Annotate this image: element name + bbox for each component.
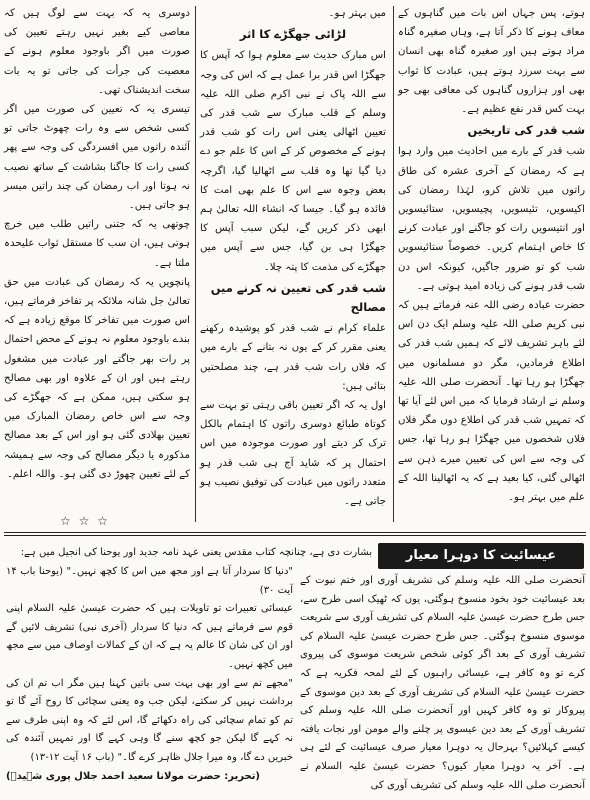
- left-para-2: تیسری یہ کہ تعیین کی صورت میں اگر کسی شخص سے وہ رات چھوٹ جاتی تو آئندہ راتوں میں افسردگی کی وجہ سے پھر کسی رات کا جاگنا بشاشت کے ساتھ نصیب نہ ہوتا اور اب رمضان کی چند راتیں میسر ہو جاتی ہیں۔: [4, 104, 190, 212]
- left-para-1: دوسری یہ کہ بہت سے لوگ ہیں کہ معاصی کیے بغیر نہیں رہتے تعیین کی صورت میں اگر باوجود معلوم ہونے کے معصیت کی جرأت کی جاتی تو یہ بات سخت اندیشناک تھی۔: [4, 8, 190, 96]
- middle-column: [200, 4, 386, 511]
- left-para-4: پانچویں یہ کہ رمضان کی عبادت میں حق تعالیٰ جل شانہ ملائکہ پر تفاخر فرماتے ہیں، اس صورت میں تفاخر کا موقع زیادہ ہے کہ بندے باوجود معلوم نہ ہونے کے محض احتمال پر رات بھر جاگتے اور عبادت میں مشغول رہتے ہیں اور ان کے علاوہ اور بھی مصالح ہو سکتی ہیں، ممکن ہے کہ جھگڑے کی وجہ سے اس خاص رمضان المبارک میں تعیین بھلادی گئی ہو اور اس کے بعد مصالح مذکورہ یا دیگر مصالح کی وجہ سے ہمیشہ کے لئے تعیین چھوڑ دی گئی ہو۔ واللہ اعلم۔: [4, 276, 190, 480]
- right-para-1: ہوتے، پس جہاں اس بات میں گناہوں کے معاف ہونے کا ذکر آتا ہے، وہاں صغیرہ گناہ مراد ہوتے ہیں اور صغیرہ گناہ بھی انسان سے بہت سرزد ہوتے ہیں، عبادت کا ثواب بھی اور ہزاروں گناہوں کی معافی بھی جو بہت کس قدر نفع عظیم ہے۔: [398, 8, 585, 116]
- left-para-3: چوتھی یہ کہ جتنی راتیں طلب میں خرچ ہوتی ہیں، ان سب کا مستقل ثواب علیحدہ ملتا ہے۔: [4, 219, 190, 269]
- section-end-stars: ☆ ☆ ☆: [60, 514, 110, 528]
- author-credit: (تحریر: حضرت مولانا سعید احمد جلال پوری شہیدؒ): [6, 770, 260, 782]
- quote-1: "دنیا کا سردار آتا ہے اور مجھ میں اس کا کچھ نہیں۔" (یوحنا باب ۱۴ آیت ۳۰): [6, 566, 293, 596]
- right-para-2: شب قدر کے بارے میں احادیث میں وارد ہوا ہے کہ رمضان کے آخری عشرہ کی طاق راتوں میں تلاش کرو، لہٰذا رمضان کی اکیسویں، تئیسویں، پچیسویں، ستائیسویں اور انتیسویں رات کو جاگنے اور عبادت کرنے کا خاص اہتمام کریں۔ خصوصاً ستائیسویں شب کو تو ضرور جاگیں، کیونکہ اس دن شب قدر ہونے کی زیادہ امید ہوتی ہے۔: [398, 146, 585, 292]
- left-column: [4, 4, 190, 484]
- section-divider: [4, 535, 586, 536]
- heading-quarrel-effect: لڑائی جھگڑے کا اثر: [239, 27, 347, 42]
- bottom-intro: بشارت دی ہے، چنانچہ کتاب مقدس یعنی عہد نامہ جدید اور یوحنا کی انجیل میں ہے:: [20, 547, 372, 558]
- middle-para-3: اول یہ کہ اگر تعیین باقی رہتی تو بہت سے کوتاہ طبائع دوسری راتوں کا اہتمام بالکل ترک کر دیتے اور صورت موجودہ میں اس احتمال پر کہ شاید آج ہی شب قدر ہو متعدد راتوں میں عبادت کی توفیق نصیب ہو جاتی ہے۔: [200, 400, 386, 508]
- middle-para-1: اس مبارک حدیث سے معلوم ہوا کہ آپس کا جھگڑا اس قدر برا عمل ہے کہ اس کی وجہ سے اللہ پاک نے نبی اکرم صلی اللہ علیہ وسلم کے قلب مبارک سے شب قدر کی تعیین اٹھالی یعنی اس رات کو شب قدر ہونے کے مخصوص کر کے اس کا علم جو دے دیا گیا تھا وہ قلب سے اٹھالیا گیا، اگرچہ بعض وجوہ سے اس کا علم بھی امت کا فائدہ ہو گیا۔ جیسا کہ انشاء اللہ تعالیٰ ہم ابھی ذکر کریں گے، لیکن سبب آپس کا جھگڑا ہی بن گیا، جس سے آپس میں جھگڑے کی مذمت کا پتہ چلا۔: [200, 50, 386, 273]
- column-divider: [195, 6, 196, 522]
- heading-wisdom-hidden: شب قدر کی تعیین نہ کرنے میں مصالح: [210, 280, 386, 315]
- right-para-3: حضرت عبادہ رضی اللہ عنہ فرماتے ہیں کہ نبی کریم صلی اللہ علیہ وسلم ایک دن اس لئے باہر تشریف لائے کہ ہمیں شب قدر کی اطلاع فرمادیں، مگر دو مسلمانوں میں جھگڑا ہو رہا تھا۔ آنحضرت صلی اللہ علیہ وسلم نے ارشاد فرمایا کہ میں اس لئے آیا تھا کہ تمہیں شب قدر کی اطلاع دوں مگر فلاں فلاں شخصوں میں جھگڑا ہو رہا تھا، جس کی وجہ سے اس کی تعیین میرے ذہن سے اٹھالی گئی، کیا بعید ہے کہ یہ اٹھالینا اللہ کے علم میں بہتر ہو۔: [398, 300, 585, 504]
- section-divider: [4, 532, 586, 533]
- column-divider: [393, 6, 394, 522]
- bottom-left-text: [6, 563, 293, 786]
- right-column: [398, 4, 585, 507]
- heading-shab-qadr-dates: شب قدر کی تاریخیں: [467, 123, 585, 138]
- quote-2: "مجھے تم سے اور بھی بہت سی باتیں کہنا ہیں مگر اب تم ان کی برداشت نہیں کر سکتے، لیکن جب وہ یعنی سچائی کا روح آئے گا تو تم کو تمام سچائی کی راہ دکھائے گا، اس لئے کہ وہ اپنی طرف سے نہ کہے گا لیکن جو کچھ سنے گا وہی کہے گا اور تمہیں آئندہ کی خبریں دے گا، وہ میرا جلال ظاہر کرے گا۔" (باب ۱۶ آیت ۱۲-۱۳): [6, 677, 293, 763]
- middle-para-2: علماء کرام نے شب قدر کو پوشیدہ رکھنے یعنی مقرر کر کے یوں نہ بتانے کے بارے میں کہ فلاں رات شب قدر ہے، چند مصلحتیں بتائی ہیں:: [200, 323, 386, 392]
- bottom-right-text: آنحضرت صلی اللہ علیہ وسلم کی تشریف آوری اور ختم نبوت کے بعد عیسائیت خود بخود منسوخ ہوگئی، یوں کہ ٹھیک اسی طرح سے، جس طرح حضرت عیسیٰ علیہ السلام کی تشریف آوری سے شریعت موسوی منسوخ ہوگئی۔ جس طرح حضرت عیسیٰ علیہ السلام کی تشریف آوری کے بعد اگر کوئی شخص شریعت موسوی کی پیروی کرے تو وہ کافر ہے، عیسائی راہبوں کے لئے لمحہ فکریہ ہے کہ حضرت عیسیٰ علیہ السلام کی تشریف آوری کے بعد دین موسوی کے پیروکار تو وہ کافر کہیں اور آنحضرت صلی اللہ علیہ وسلم کی تشریف آوری کے بعد دین عیسوی پر چلنے والے مومن اور نجات یافتہ کیسے کہلائیں؟ بہرحال یہ دوہرا معیار صرف عیسائیت کے لئے ہی ہے۔ آخر یہ دوہرا معیار کیوں؟ حضرت عیسیٰ علیہ السلام نے آنحضرت صلی اللہ علیہ وسلم کی تشریف آوری کی: [300, 575, 585, 791]
- middle-top-line: میں بہتر ہو۔: [328, 8, 386, 19]
- section-title-double-standard: عیسائیت کا دوہرا معیار: [378, 543, 584, 569]
- commentary: عیسائی تعبیرات تو تاویلات ہیں کہ حضرت عیسیٰ علیہ السلام اپنی قوم سے فرماتے ہیں کہ دنیا کا سردار (آخری نبی) تشریف لائیں گے اور ان کی شان کا عالم یہ ہے کہ ان کے کمالات اوصاف میں سے مجھ میں کچھ نہیں۔: [6, 603, 293, 670]
